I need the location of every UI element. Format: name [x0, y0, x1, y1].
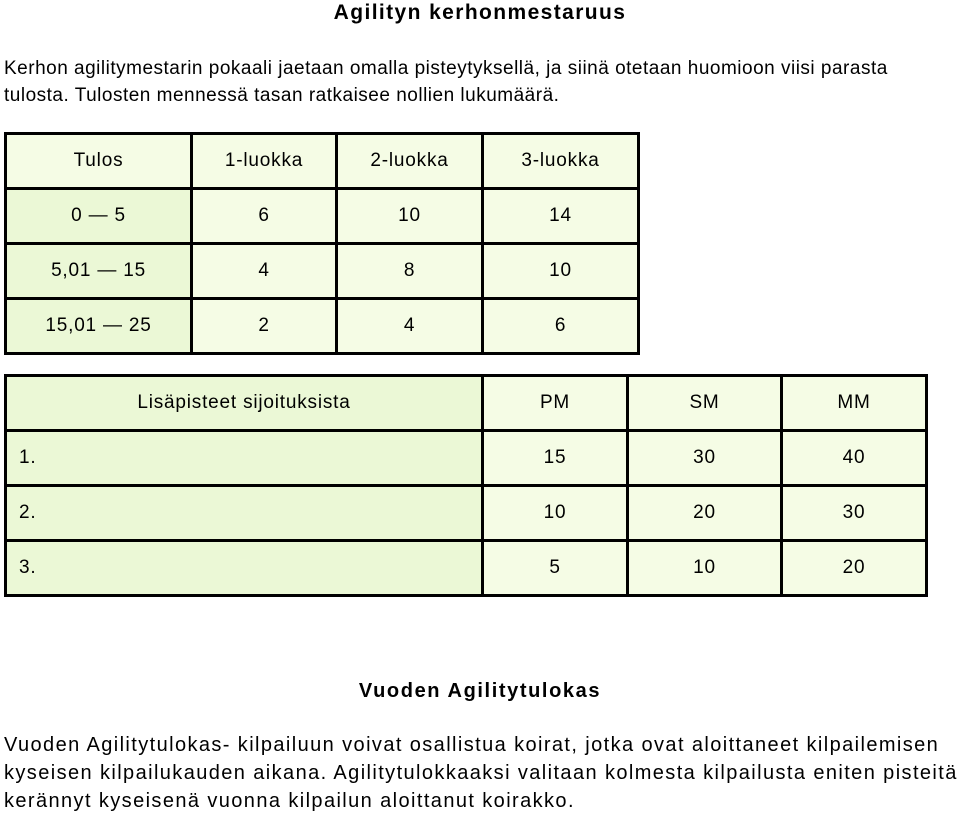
table-cell: 15,01 — 25 [6, 299, 192, 354]
bonus-table [4, 374, 928, 597]
header-cell: 3-luokka [483, 134, 639, 189]
table-cell: 4 [337, 299, 483, 354]
table-cell: 20 [782, 541, 927, 596]
table-cell: 10 [483, 486, 628, 541]
table-header-row [6, 134, 639, 189]
table-cell: 5,01 — 15 [6, 244, 192, 299]
table-cell: 20 [628, 486, 782, 541]
table-cell: 4 [192, 244, 337, 299]
table-header-row [6, 376, 927, 431]
table-cell: 6 [483, 299, 639, 354]
header-cell: Lisäpisteet sijoituksista [6, 376, 483, 431]
table-cell: 8 [337, 244, 483, 299]
table-cell: 0 — 5 [6, 189, 192, 244]
table-row [6, 431, 927, 486]
header-cell: SM [628, 376, 782, 431]
header-cell: Tulos [6, 134, 192, 189]
table-cell: 2 [192, 299, 337, 354]
table-cell: 30 [782, 486, 927, 541]
section-title: Vuoden Agilitytulokas [358, 680, 602, 702]
table-cell: 15 [483, 431, 628, 486]
section-paragraph: Vuoden Agilitytulokas- kilpailuun voivat osallistua koirat, jotka ovat aloittaneet kilpailemisen kyseisen kilpailukauden aikana. Agilitytulokkaaksi valitaan kolmesta kilpailusta eniten pisteitä kerännyt kyseisenä vuonna kilpailun aloittanut koirakko. [4, 734, 958, 812]
intro-paragraph: Kerhon agilitymestarin pokaali jaetaan omalla pisteytyksellä, ja siinä otetaan huomioon viisi parasta tulosta. Tulosten mennessä tasan ratkaisee nollien lukumäärä. [4, 58, 888, 106]
header-cell: 2-luokka [337, 134, 483, 189]
page-title: Agilityn kerhonmestaruus [333, 1, 627, 24]
header-cell: 1-luokka [192, 134, 337, 189]
header-cell: PM [483, 376, 628, 431]
table-cell: 10 [483, 244, 639, 299]
table-row [6, 244, 639, 299]
table-row [6, 541, 927, 596]
table-row [6, 486, 927, 541]
score-table [4, 132, 640, 355]
table-cell: 14 [483, 189, 639, 244]
table-cell: 1. [6, 431, 483, 486]
table-cell: 10 [628, 541, 782, 596]
header-cell: MM [782, 376, 927, 431]
table-row [6, 189, 639, 244]
table-cell: 3. [6, 541, 483, 596]
table-cell: 2. [6, 486, 483, 541]
table-cell: 6 [192, 189, 337, 244]
table-cell: 5 [483, 541, 628, 596]
table-cell: 40 [782, 431, 927, 486]
table-cell: 30 [628, 431, 782, 486]
table-row [6, 299, 639, 354]
table-cell: 10 [337, 189, 483, 244]
